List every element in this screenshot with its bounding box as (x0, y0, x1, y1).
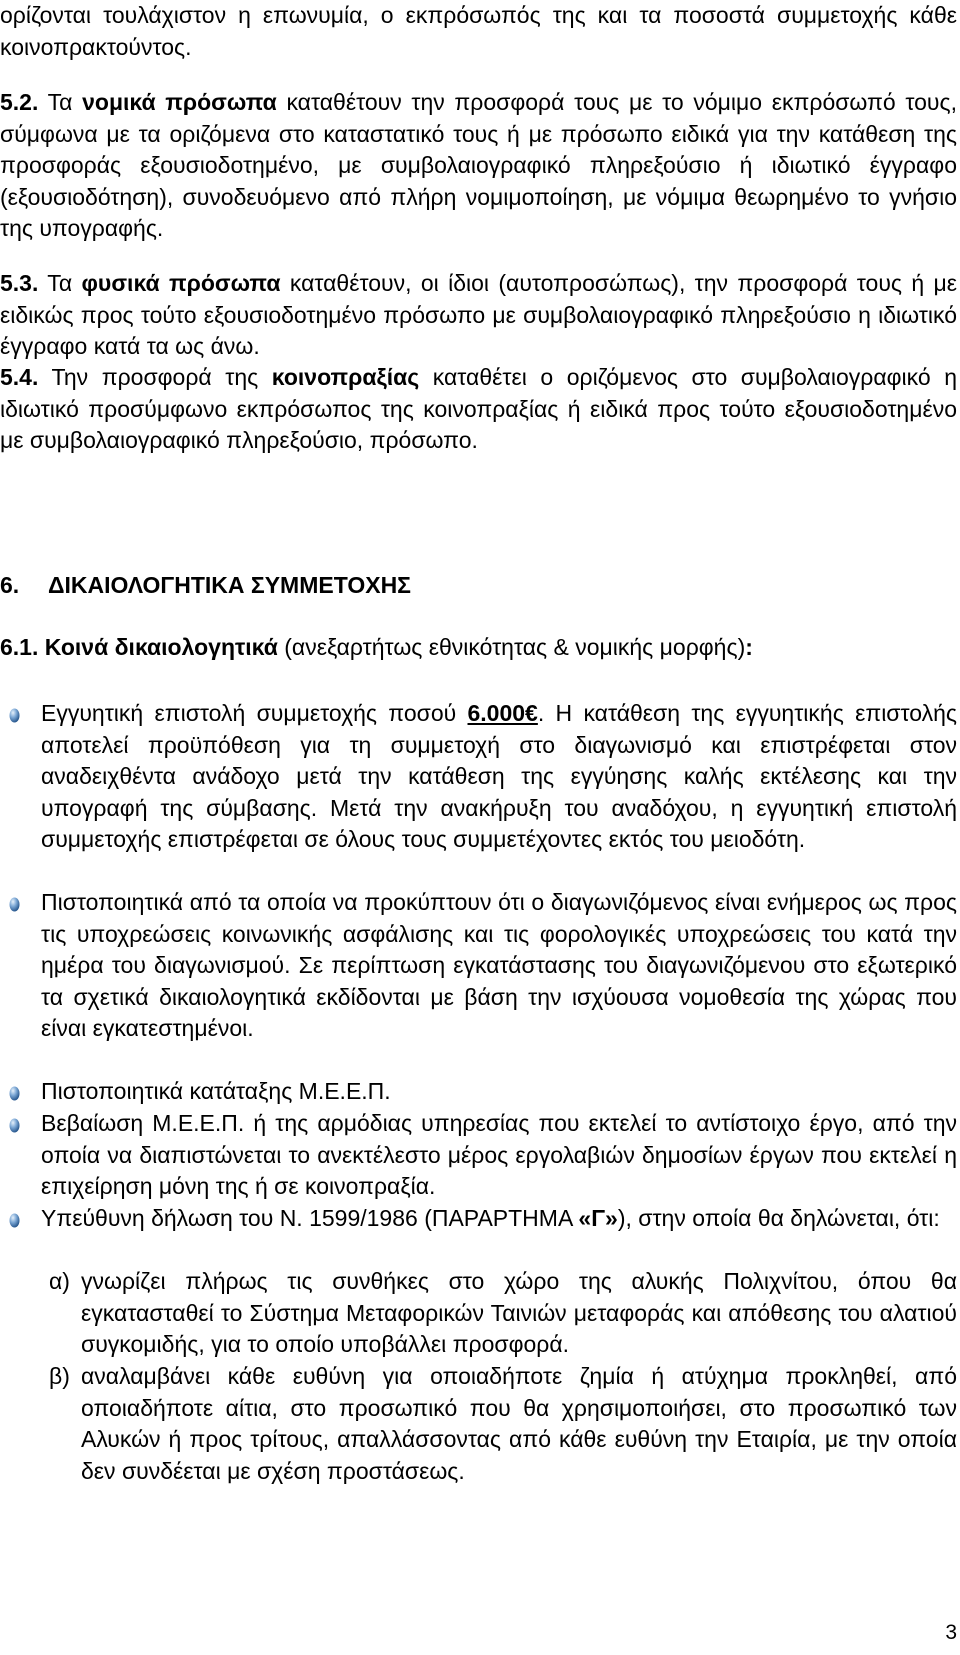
bullet-classification-certificates: Πιστοποιητικά κατάταξης Μ.Ε.Ε.Π. (41, 1078, 391, 1104)
bullet-meep-certificate: Βεβαίωση Μ.Ε.Ε.Π. ή της αρμόδιας υπηρεσίας που εκτελεί το αντίστοιχο έργο, από την οποία να διαπιστώνεται το ανεκτέλεστο μέρος εργολαβιών δημοσίων έργων που εκτελεί η επιχείρηση μόνη της ή σε κοινοπραξία. (41, 1110, 957, 1200)
bullet-guarantee-letter (41, 698, 957, 856)
paragraph-bold-term: φυσικά πρόσωπα (81, 270, 281, 296)
guarantee-amount: 6.000€ (467, 700, 538, 726)
blue-sphere-bullet-icon (9, 1213, 20, 1228)
paragraph-5-2 (0, 87, 957, 245)
paragraph-lead: Τα (38, 270, 82, 296)
section-number: 6. (0, 572, 20, 598)
bullet-text: Εγγυητική επιστολή συμμετοχής ποσού (41, 700, 468, 726)
subsection-colon: : (745, 634, 753, 660)
annex-letter: «Γ» (578, 1205, 618, 1231)
page-number: 3 (945, 1621, 957, 1644)
paragraph-number: 5.2. (0, 89, 39, 115)
intro-continuation: ορίζονται τουλάχιστον η επωνυμία, ο εκπρόσωπός της και τα ποσοστά συμμετοχής κάθε κοινοπρακτούντος. (0, 2, 957, 60)
paragraph-number: 5.4. (0, 364, 39, 390)
subsection-text: (ανεξαρτήτως εθνικότητας & νομικής μορφής) (277, 634, 746, 660)
bullet-text: ), στην οποία θα δηλώνεται, ότι: (617, 1205, 940, 1231)
sub-item-a: γνωρίζει πλήρως τις συνθήκες στο χώρο της αλυκής Πολιχνίτου, όπου θα εγκατασταθεί το Σύστημα Μεταφορικών Ταινιών μεταφοράς και απόθεσης του αλατιού συγκομιδής, για το οποίο υποβάλλει προσφορά. (81, 1268, 957, 1358)
blue-sphere-bullet-icon (9, 1086, 20, 1101)
sub-item-b: αναλαμβάνει κάθε ευθύνη για οποιαδήποτε ζημία ή ατύχημα προκληθεί, από οποιαδήποτε αίτια, στο προσωπικό που θα χρησιμοποιήσει, στο προσωπικό των Αλυκών ή προς τρίτους, απαλλάσσοντας από κάθε ευθύνη την Εταιρία, με την οποία δεν συνδέεται με σχέση προστάσεως. (81, 1363, 957, 1484)
subsection-number: 6.1. (0, 634, 39, 660)
bullet-solemn-declaration (41, 1203, 957, 1235)
blue-sphere-bullet-icon (9, 1118, 20, 1133)
section-6-heading (0, 570, 411, 601)
bullet-text: Υπεύθυνη δήλωση του Ν. 1599/1986 (ΠΑΡΑΡΤΗΜΑ (41, 1205, 579, 1231)
paragraph-text: καταθέτουν την προσφορά τους με το νόμιμο εκπρόσωπό τους, σύμφωνα με τα οριζόμενα στο καταστατικό τους ή με πρόσωπο ειδικά για την κατάθεση της προσφοράς εξουσιοδοτημένο, με συμβολαιογραφικό πληρεξούσιο ή ιδιωτικό έγγραφο (εξουσιοδότηση), συνοδευόμενο από πλήρη νομιμοποίηση, με νόμιμα θεωρημένο το γνήσιο της υπογραφής. (0, 89, 957, 242)
bullet-certificates: Πιστοποιητικά από τα οποία να προκύπτουν ότι ο διαγωνιζόμενος είναι ενήμερος ως προς τις υποχρεώσεις κοινωνικής ασφάλισης και τις φορολογικές υποχρεώσεις του κατά την ημέρα του διαγωνισμού. Σε περίπτωση εγκατάστασης του διαγωνιζόμενου στο εξωτερικό τα σχετικά δικαιολογητικά εκδίδονται με βάση την ισχύουσα νομοθεσία της χώρας που είναι εγκατεστημένοι. (41, 889, 957, 1042)
blue-sphere-bullet-icon (9, 897, 20, 912)
paragraph-lead: Την προσφορά της (38, 364, 272, 390)
paragraph-5-3 (0, 268, 957, 363)
paragraph-text: καταθέτει ο οριζόμενος στο συμβολαιογραφικό η ιδιωτικό προσύμφωνο εκπρόσωπος της κοινοπραξίας ή ειδικά προς τούτο εξουσιοδοτημένο με συμβολαιογραφικό πληρεξούσιο, πρόσωπο. (0, 364, 957, 454)
paragraph-number: 5.3. (0, 270, 39, 296)
paragraph-bold-term: νομικά πρόσωπα (82, 89, 277, 115)
paragraph-lead: Τα (38, 89, 83, 115)
section-title: ΔΙΚΑΙΟΛΟΓΗΤΙΚΑ ΣΥΜΜΕΤΟΧΗΣ (48, 572, 411, 598)
subsection-bold-title: Κοινά δικαιολογητικά (38, 634, 278, 660)
sub-item-marker-b: β) (49, 1363, 70, 1389)
sub-item-marker-a: α) (49, 1268, 70, 1294)
paragraph-5-4 (0, 362, 957, 457)
bullet-text: . Η κατάθεση της εγγυητικής επιστολής αποτελεί προϋπόθεση για τη συμμετοχή στο διαγωνισμό και επιστρέφεται στον αναδειχθέντα ανάδοχο μετά την κατάθεση της εγγύησης καλής εκτέλεσης και την υπογραφή της σύμβασης. Μετά την ανακήρυξη του αναδόχου, η εγγυητική επιστολή συμμετοχής επιστρέφεται σε όλους τους συμμετέχοντες εκτός του μειοδότη. (41, 700, 957, 853)
blue-sphere-bullet-icon (9, 708, 20, 723)
paragraph-text: καταθέτουν, οι ίδιοι (αυτοπροσώπως), την προσφορά τους ή με ειδικώς προς τούτο εξουσιοδοτημένο πρόσωπο με συμβολαιογραφικό πληρεξούσιο η ιδιωτικό έγγραφο κατά τα ως άνω. (0, 270, 957, 360)
subsection-6-1-heading (0, 632, 957, 664)
paragraph-bold-term: κοινοπραξίας (271, 364, 420, 390)
